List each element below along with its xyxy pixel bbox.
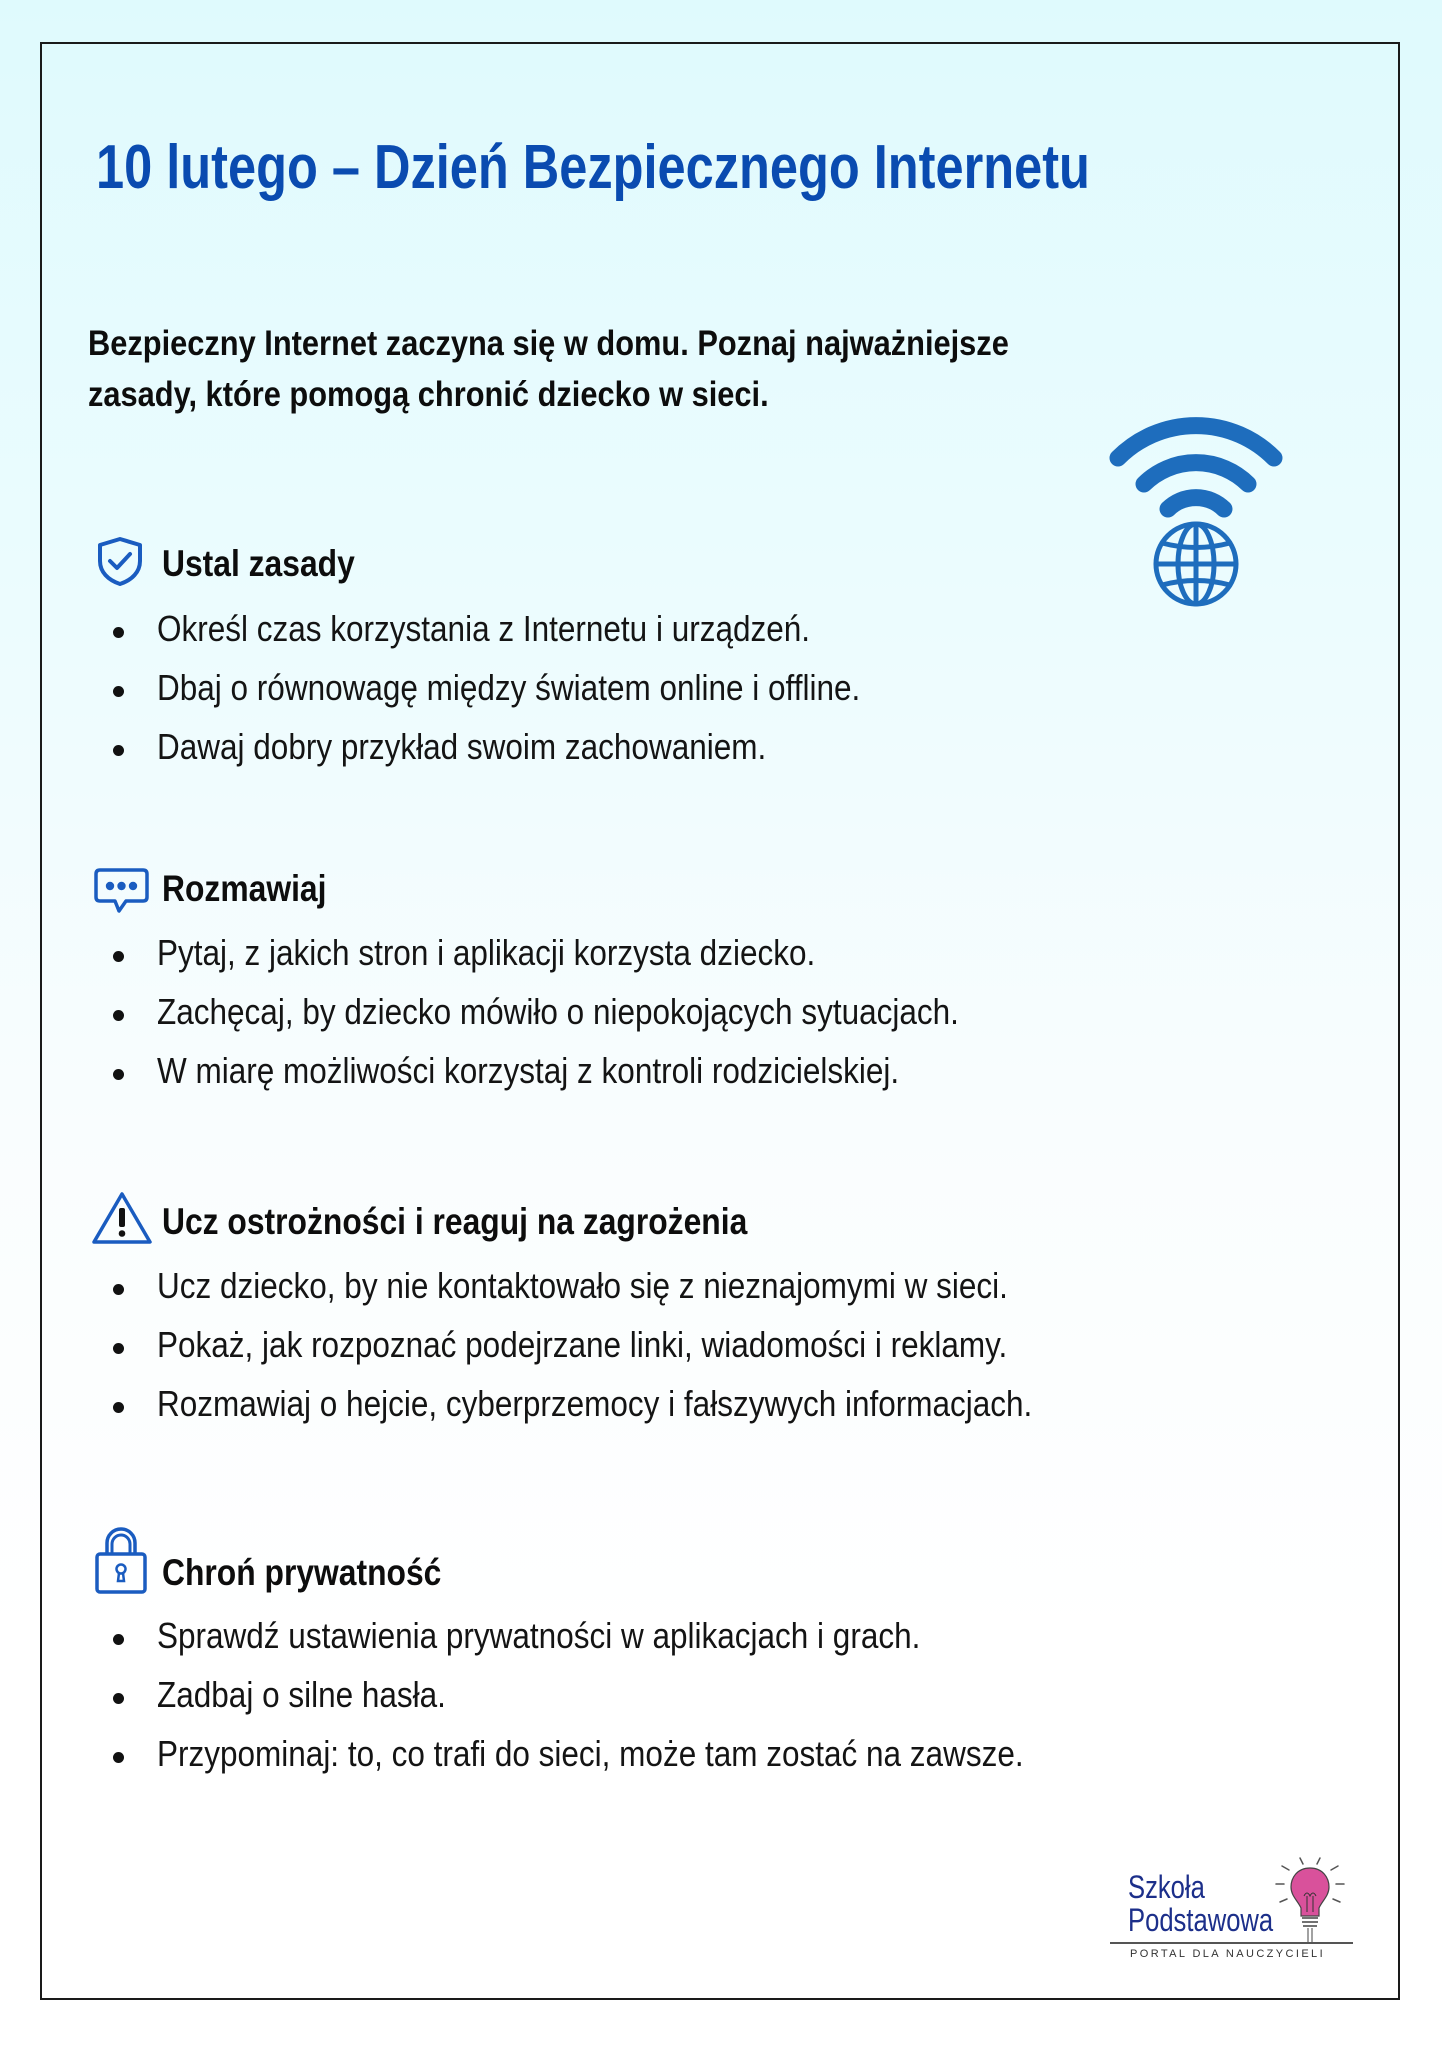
- list-item-text: Pokaż, jak rozpoznać podejrzane linki, wiadomości i reklamy.: [157, 1324, 1008, 1365]
- bullet-dot: [113, 1402, 124, 1413]
- wifi-globe-icon: [1106, 412, 1286, 608]
- bullet-dot: [113, 951, 124, 962]
- logo-tagline: PORTAL DLA NAUCZYCIELI: [1130, 1948, 1326, 1960]
- list-item-text: Sprawdź ustawienia prywatności w aplikacjach i grach.: [157, 1615, 921, 1656]
- section-heading: Ustal zasady: [162, 543, 355, 584]
- bullet-dot: [113, 1752, 124, 1763]
- section-heading: Rozmawiaj: [162, 868, 327, 909]
- bullet-dot: [113, 1284, 124, 1295]
- bullet-dot: [113, 1343, 124, 1354]
- chat-bubble-icon: [93, 867, 150, 915]
- page-title: 10 lutego – Dzień Bezpiecznego Internetu: [96, 133, 1090, 202]
- list-item-text: Dbaj o równowagę między światem online i offline.: [157, 667, 861, 708]
- bullet-dot: [113, 1634, 124, 1645]
- list-item-text: Ucz dziecko, by nie kontaktowało się z nieznajomymi w sieci.: [157, 1265, 1008, 1306]
- list-item-text: Dawaj dobry przykład swoim zachowaniem.: [157, 726, 767, 767]
- bullet-dot: [113, 1069, 124, 1080]
- intro-line-2: zasady, które pomogą chronić dziecko w sieci.: [88, 375, 769, 414]
- list-item-text: Zadbaj o silne hasła.: [157, 1674, 446, 1715]
- section-heading: Ucz ostrożności i reaguj na zagrożenia: [162, 1201, 748, 1242]
- bullet-dot: [113, 745, 124, 756]
- bullet-dot: [113, 1693, 124, 1704]
- section-heading: Chroń prywatność: [162, 1552, 442, 1593]
- intro-text: [88, 318, 1009, 420]
- logo-line-1: Szkoła: [1128, 1869, 1205, 1905]
- bullet-dot: [113, 627, 124, 638]
- logo-line-2: Podstawowa: [1128, 1902, 1274, 1938]
- padlock-icon: [93, 1525, 149, 1595]
- bullet-dot: [113, 686, 124, 697]
- warning-triangle-icon: [90, 1190, 154, 1246]
- list-item-text: Rozmawiaj o hejcie, cyberprzemocy i fałszywych informacjach.: [157, 1383, 1033, 1424]
- school-logo: [1105, 1852, 1360, 1967]
- list-item-text: Określ czas korzystania z Internetu i urządzeń.: [157, 608, 811, 649]
- intro-line-1: Bezpieczny Internet zaczyna się w domu. Poznaj najważniejsze: [88, 324, 1009, 363]
- lightbulb-icon: [1270, 1852, 1350, 1944]
- list-item-text: Przypominaj: to, co trafi do sieci, może tam zostać na zawsze.: [157, 1733, 1024, 1774]
- shield-check-icon: [96, 536, 144, 586]
- list-item-text: W miarę możliwości korzystaj z kontroli rodzicielskiej.: [157, 1050, 900, 1091]
- list-item-text: Zachęcaj, by dziecko mówiło o niepokojących sytuacjach.: [157, 991, 959, 1032]
- logo-divider: [1110, 1942, 1353, 1944]
- bullet-dot: [113, 1010, 124, 1021]
- list-item-text: Pytaj, z jakich stron i aplikacji korzysta dziecko.: [157, 932, 816, 973]
